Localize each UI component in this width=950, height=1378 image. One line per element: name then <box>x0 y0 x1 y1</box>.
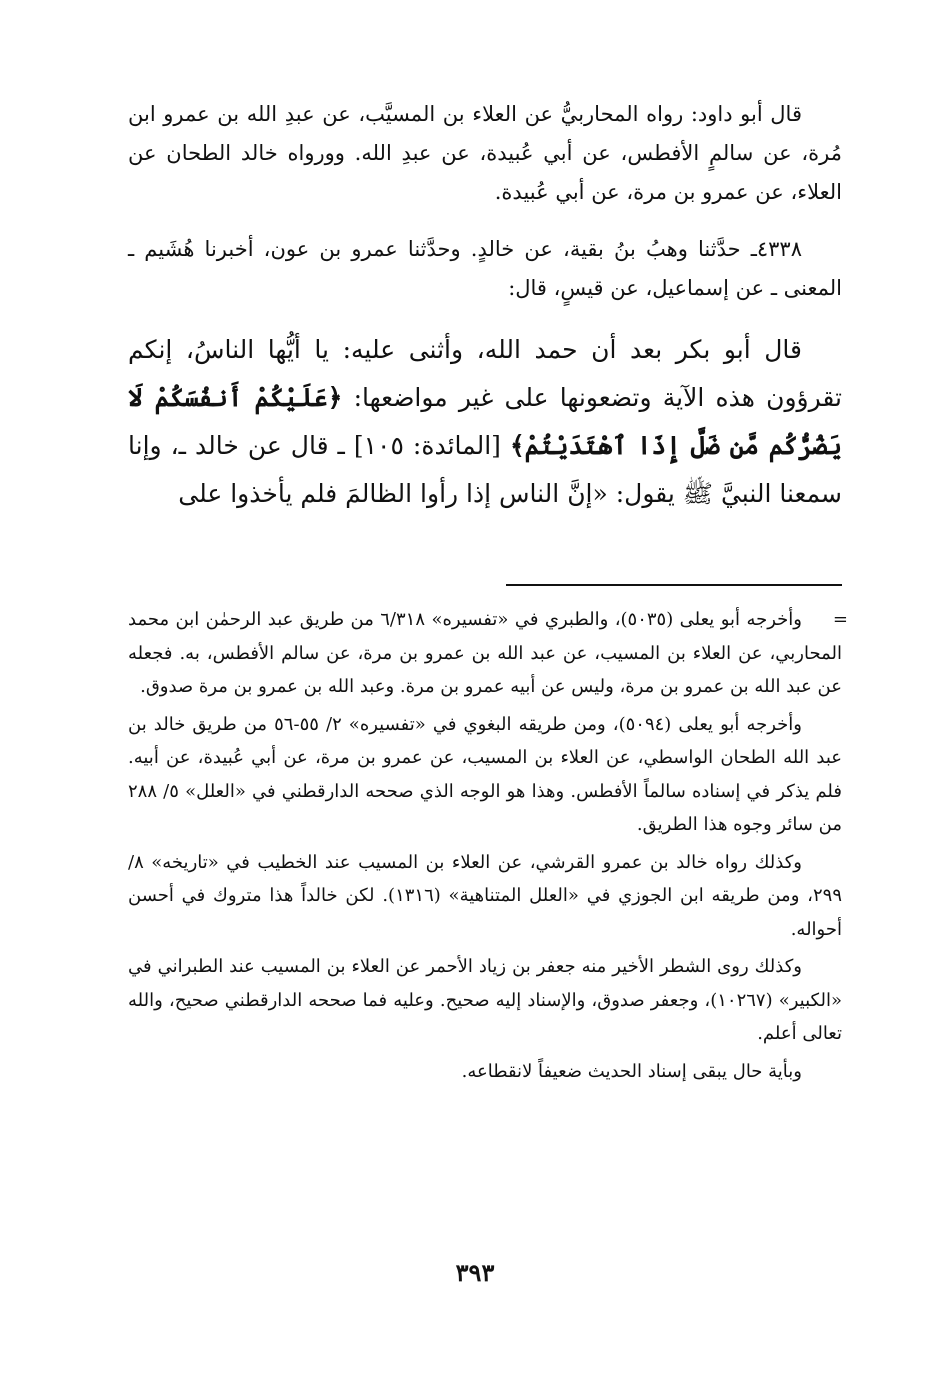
footnote-paragraph: وكذلك روى الشطر الأخير منه جعفر بن زياد الأحمر عن العلاء بن المسيب عند الطبراني في «الكبير» (١٠٢٦٧)، وجعفر صدوق، والإسناد إليه صحيح. وعليه فما صححه الدارقطني صحيح، والله تعالى أعلم. <box>128 956 842 1044</box>
footnote-paragraph: وأخرجه أبو يعلى (٥٠٩٤)، ومن طريقه البغوي في «تفسيره» ٢/ ٥٥-٥٦ من طريق خالد بن عبد الله الطحان الواسطي، عن العلاء بن المسيب، عن عمرو بن مرة، عن أبي عُبيدة، عن أبيه. فلم يذكر في إسناده سالماً الأفطس. وهذا هو الوجه الذي صححه الدارقطني في «العلل» ٥/ ٢٨٨ من سائر وجوه هذا الطريق. <box>128 713 842 835</box>
hadith-text <box>128 326 842 518</box>
continuation-mark: = <box>832 609 848 630</box>
footnote-paragraph: وبأية حال يبقى إسناد الحديث ضعيفاً لانقطاعه. <box>461 1060 802 1082</box>
hadith-lead: قال أبو بكر بعد أن حمد الله، وأثنى عليه: يا أيُّها الناسُ، إنكم تقرؤون هذه الآية وتضعونها على غير مواضعها: <box>128 335 843 412</box>
footnote-paragraph <box>128 603 848 704</box>
hadith-tail: [المائدة: ١٠٥] ـ قال عن خالد ـ، وإنا سمعنا النبيَّ ﷺ يقول: «إنَّ الناس إذا رأوا الظالمَ فلم يأخذوا على <box>128 431 842 508</box>
quran-verse: ﴿عَلَيْكُمْ أَنفُسَكُمْ لَا يَضُرُّكُم مَّن ضَلَّ إِذَا ٱهْتَدَيْتُمْ﴾ <box>128 383 842 460</box>
footnote-divider <box>506 584 842 586</box>
hadith-chain-paragraph: ٤٣٣٨ـ حدَّثنا وهبُ بنُ بقية، عن خالدٍ. وحدَّثنا عمرو بن عون، أخبرنا هُشَيم ـ المعنى ـ عن إسماعيل، عن قيسٍ، قال: <box>128 237 842 300</box>
footnote-text: وأخرجه أبو يعلى (٥٠٣٥)، والطبري في «تفسيره» ٦/٣١٨ من طريق عبد الرحمٰن ابن محمد المحاربي، عن العلاء بن المسيب، عن عبد الله بن عمرو بن مرة، عن سالم الأفطس، به. فجعله عن عبد الله بن عمرو بن مرة، وليس عن أبيه عمرو بن مرة. وعبد الله بن عمرو بن مرة صدوق. <box>128 609 842 697</box>
footnote-paragraph: وكذلك رواه خالد بن عمرو القرشي، عن العلاء بن المسيب عند الخطيب في «تاريخه» ٨/ ٢٩٩، ومن طريقه ابن الجوزي في «العلل المتناهية» (١٣١٦). لكن خالداً هذا متروك في أحسن أحواله. <box>128 851 842 940</box>
footnotes-section <box>128 603 848 1092</box>
main-text <box>128 95 842 518</box>
page-number: ٣٩٣ <box>455 1258 495 1287</box>
text-paragraph: قال أبو داود: رواه المحاربيُّ عن العلاء بن المسيَّب، عن عبدِ الله بن عمرو ابن مُرة، عن سالمٍ الأفطس، عن أبي عُبيدة، عن عبدِ الله. وورواه خالد الطحان عن العلاء، عن عمرو بن مرة، عن أبي عُبيدة. <box>128 102 842 204</box>
